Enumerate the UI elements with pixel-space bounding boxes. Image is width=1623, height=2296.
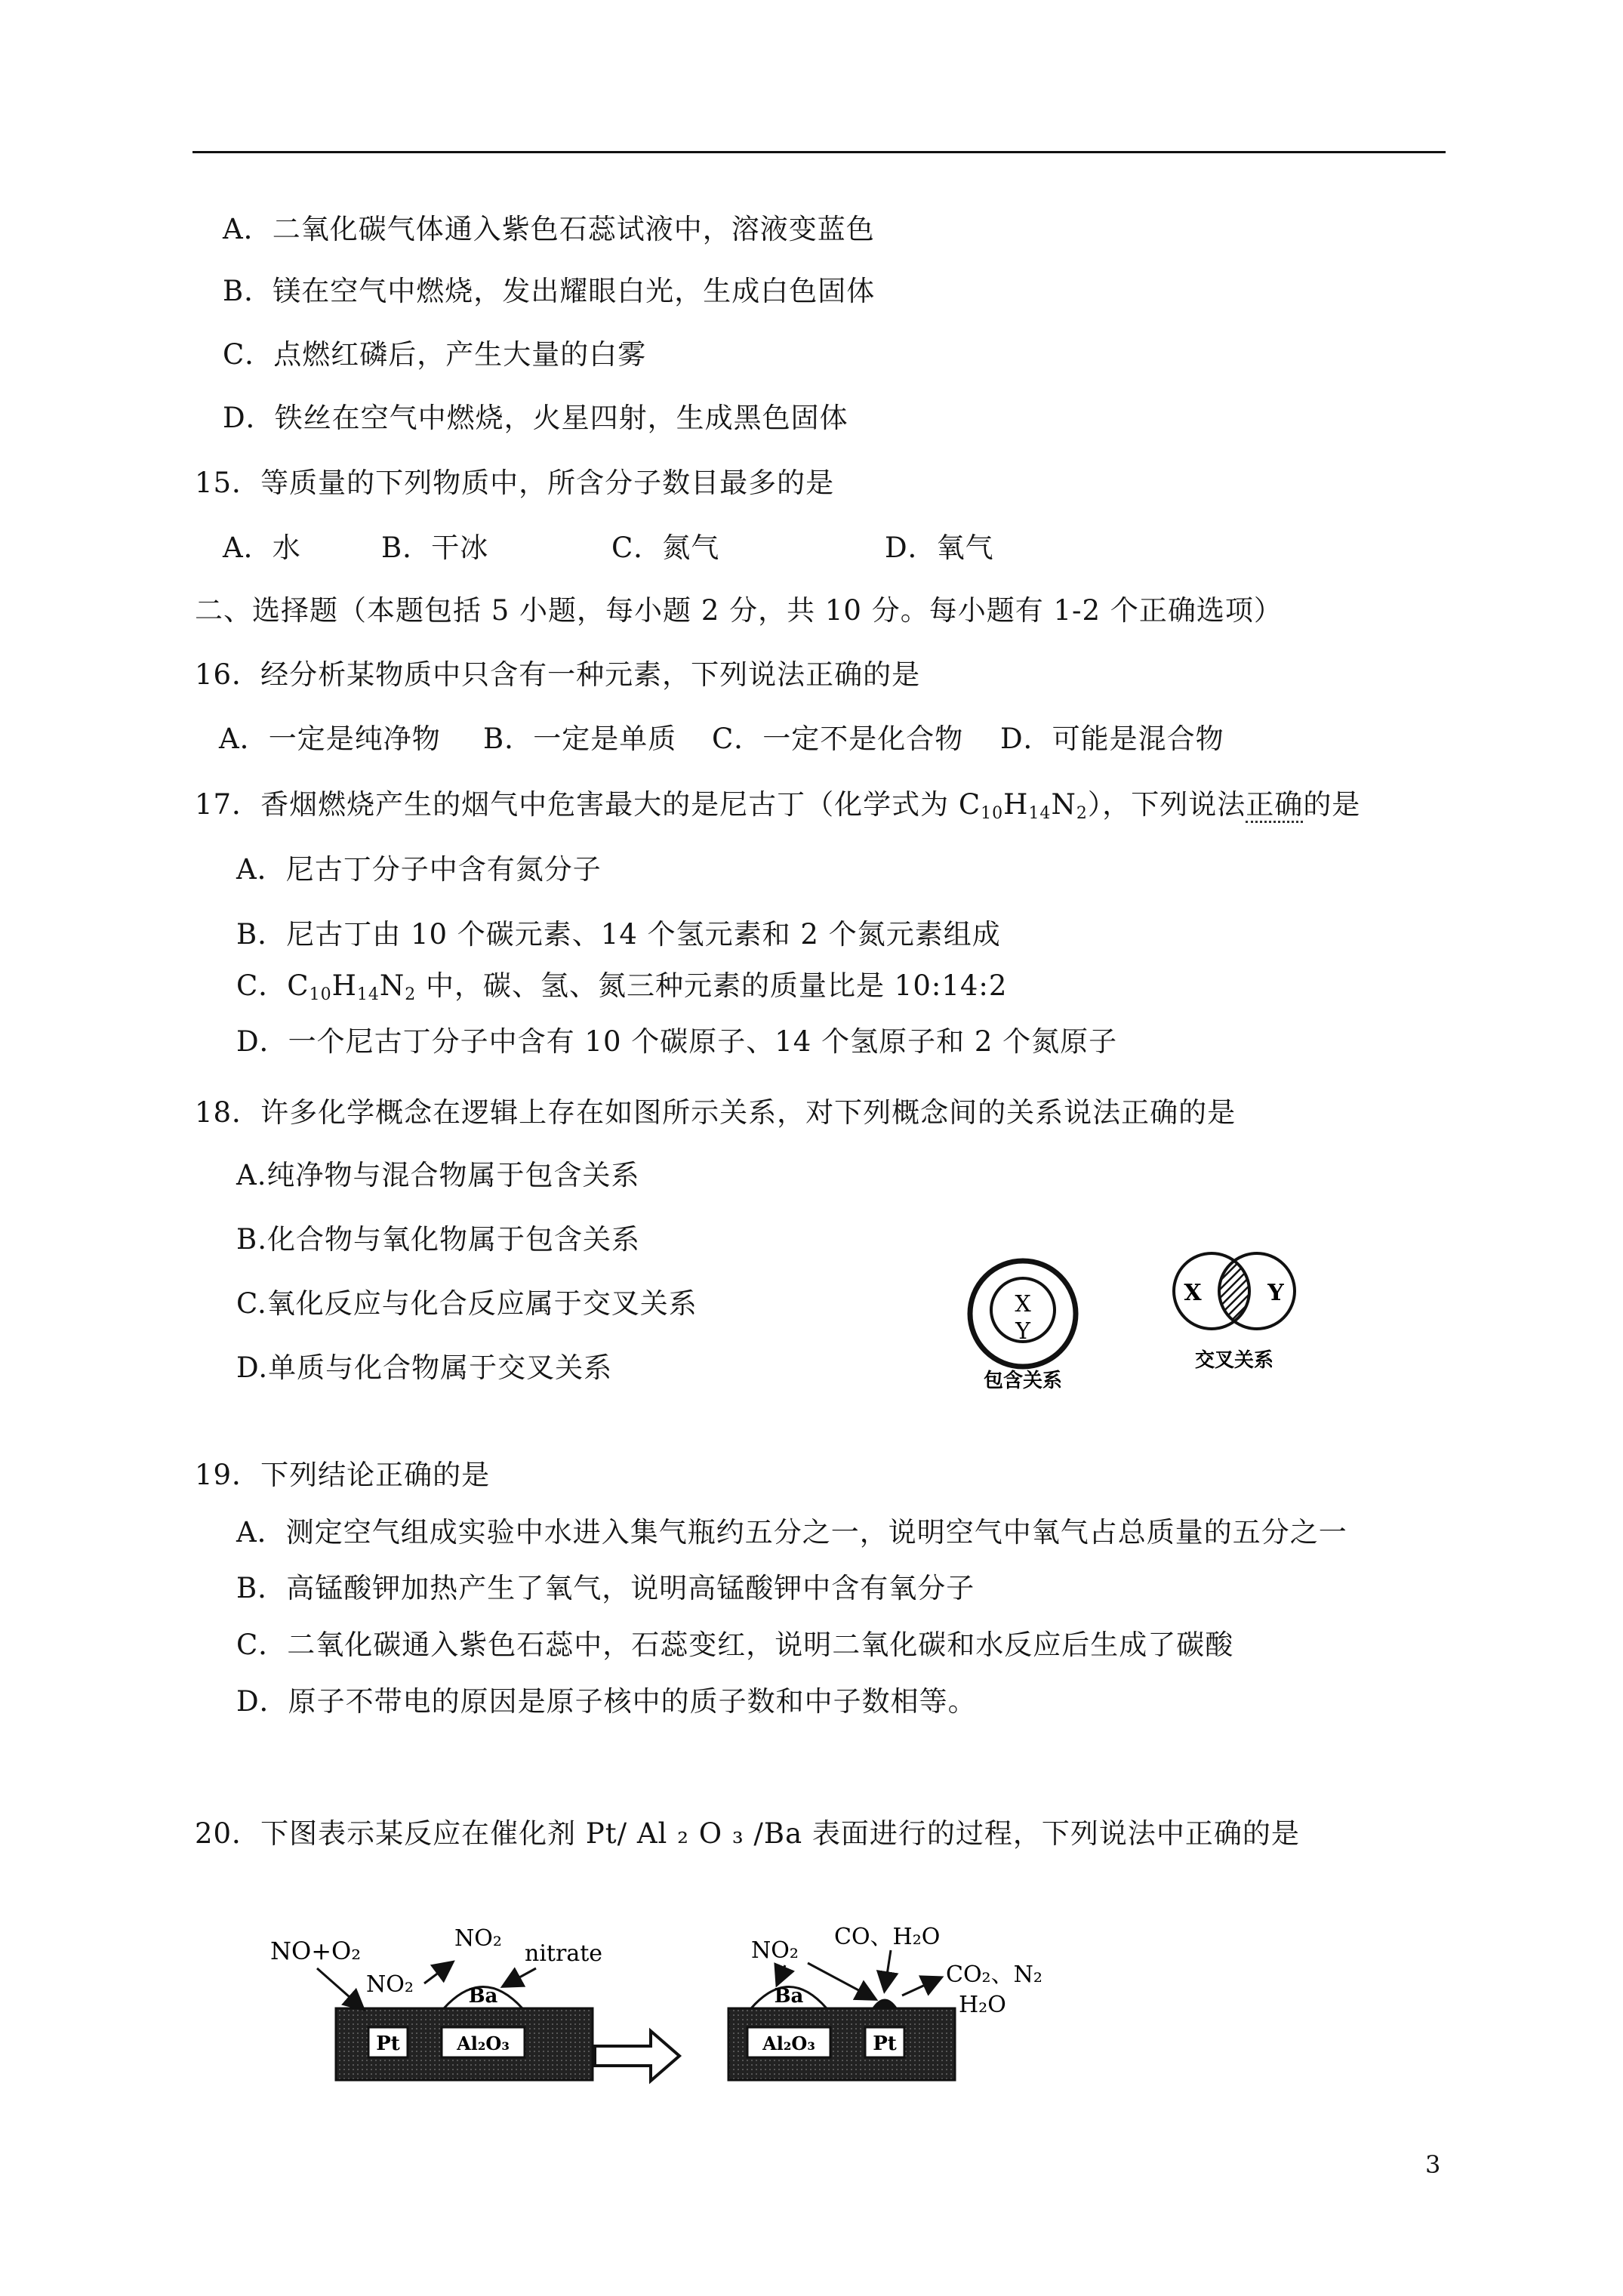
q17-stem-text: 的是 <box>1303 788 1361 821</box>
h2o-label: H₂O <box>959 1992 1006 2018</box>
catalyst-reaction-figure <box>257 1914 1102 2091</box>
x-label: X <box>1184 1280 1202 1306</box>
q19-stem: 19．下列结论正确的是 <box>195 1459 491 1491</box>
section-heading: 二、选择题（本题包括 5 小题，每小题 2 分，共 10 分。每小题有 1-2 个正确选项） <box>195 594 1283 627</box>
formula-sub: 14 <box>1028 804 1052 823</box>
q15-option-a: A．水 <box>223 532 301 564</box>
nitrate-label: nitrate <box>525 1940 603 1967</box>
q16-option-c: C．一定不是化合物 <box>712 723 964 755</box>
q15-option-c: C．氮气 <box>611 532 720 564</box>
ba-label: Ba <box>774 1985 804 2008</box>
q17-option-c-text: C．C <box>236 969 310 1002</box>
q18-option-d: D.单质与化合物属于交叉关系 <box>236 1351 613 1384</box>
q18-option-a: A.纯净物与混合物属于包含关系 <box>236 1159 640 1191</box>
al2o3-label: Al₂O₃ <box>762 2032 815 2054</box>
q16-option-a: A．一定是纯净物 <box>219 723 441 755</box>
q15-option-b: B．干冰 <box>381 532 489 564</box>
q17-option-b: B．尼古丁由 10 个碳元素、14 个氢元素和 2 个氮元素组成 <box>236 918 1001 951</box>
q14-option-b: B．镁在空气中燃烧，发出耀眼白光，生成白色固体 <box>223 275 876 307</box>
ba-label: Ba <box>468 1985 498 2008</box>
right-panel <box>728 1924 1042 2080</box>
q18-stem: 18．许多化学概念在逻辑上存在如图所示关系，对下列概念间的关系说法正确的是 <box>195 1096 1236 1129</box>
q16-option-b: B．一定是单质 <box>483 723 677 755</box>
formula-sub: 14 <box>356 985 380 1004</box>
q19-option-c: C．二氧化碳通入紫色石蕊中，石蕊变红，说明二氧化碳和水反应后生成了碳酸 <box>236 1629 1234 1661</box>
q17-stem-text: 17．香烟燃烧产生的烟气中危害最大的是尼古丁（化学式为 C <box>195 788 981 821</box>
q18-option-b: B.化合物与氧化物属于包含关系 <box>236 1223 640 1256</box>
q15-option-d: D．氧气 <box>885 532 994 564</box>
y-label: Y <box>1015 1318 1030 1345</box>
emphasis-mark: 正确 <box>1246 788 1303 823</box>
q17-stem <box>195 787 1360 832</box>
q18-option-c: C.氧化反应与化合反应属于交叉关系 <box>236 1287 698 1320</box>
x-label: X <box>1015 1291 1031 1318</box>
q14-option-c: C．点燃红磷后，产生大量的白雾 <box>223 338 647 371</box>
y-label: Y <box>1267 1280 1284 1306</box>
no2-label: NO₂ <box>366 1971 414 1998</box>
cross-caption: 交叉关系 <box>1194 1349 1274 1372</box>
q17-option-c <box>236 968 1007 1013</box>
q19-option-a: A．测定空气组成实验中水进入集气瓶约五分之一，说明空气中氧气占总质量的五分之一 <box>236 1516 1347 1549</box>
q14-option-d: D．铁丝在空气中燃烧，火星四射，生成黑色固体 <box>223 402 848 434</box>
intersection-diagram <box>1151 1246 1317 1378</box>
q17-option-a: A．尼古丁分子中含有氮分子 <box>236 853 602 886</box>
q16-option-d: D．可能是混合物 <box>1000 723 1224 755</box>
containment-diagram <box>947 1257 1098 1397</box>
contain-caption: 包含关系 <box>983 1370 1063 1392</box>
q20-stem: 20．下图表示某反应在催化剂 Pt/ Al ₂ O ₃ /Ba 表面进行的过程，下列说法中正确的是 <box>195 1817 1300 1850</box>
q17-option-c-text: 中，碳、氢、氮三种元素的质量比是 10:14:2 <box>416 969 1008 1002</box>
co-h2o-label: CO、H₂O <box>834 1924 941 1950</box>
page-number: 3 <box>1425 2150 1441 2179</box>
q17-option-d: D．一个尼古丁分子中含有 10 个碳原子、14 个氢原子和 2 个氮原子 <box>236 1025 1118 1058</box>
formula-sub: 2 <box>1076 804 1088 823</box>
left-panel <box>270 1925 602 2080</box>
formula-h: H <box>331 969 357 1002</box>
q15-stem: 15．等质量的下列物质中，所含分子数目最多的是 <box>195 467 835 499</box>
al2o3-label: Al₂O₃ <box>457 2032 510 2054</box>
q19-option-b: B．高锰酸钾加热产生了氧气，说明高锰酸钾中含有氧分子 <box>236 1572 975 1604</box>
no2-label: NO₂ <box>751 1937 799 1964</box>
formula-h: H <box>1003 788 1029 821</box>
q14-option-a: A．二氧化碳气体通入紫色石蕊试液中，溶液变蓝色 <box>223 213 875 245</box>
co2-n2-label: CO₂、N₂ <box>946 1962 1042 1988</box>
no2-label: NO₂ <box>454 1925 502 1952</box>
formula-sub: 10 <box>981 804 1004 823</box>
pt-label: Pt <box>873 2032 897 2055</box>
formula-sub: 2 <box>405 985 417 1004</box>
q19-option-d: D．原子不带电的原因是原子核中的质子数和中子数相等。 <box>236 1685 977 1718</box>
no-o2-label: NO+O₂ <box>270 1937 362 1965</box>
formula-n: N <box>1051 788 1076 821</box>
q17-stem-text: ），下列说法 <box>1087 788 1246 821</box>
formula-n: N <box>379 969 405 1002</box>
formula-sub: 10 <box>309 985 332 1004</box>
process-arrow-icon <box>595 2031 679 2081</box>
q16-stem: 16．经分析某物质中只含有一种元素，下列说法正确的是 <box>195 658 921 691</box>
pt-label: Pt <box>376 2032 400 2055</box>
header-rule <box>192 151 1446 153</box>
